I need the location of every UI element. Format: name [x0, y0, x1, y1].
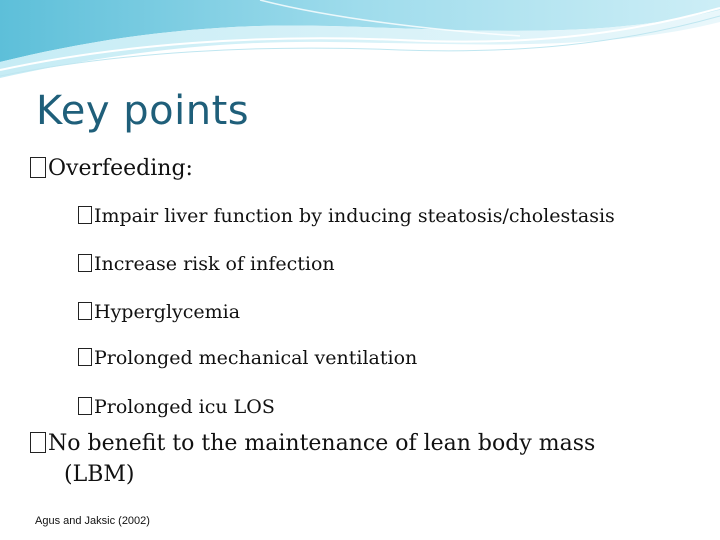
slide-title: Key points — [36, 88, 250, 134]
bullet-no-benefit-lbm — [30, 431, 595, 456]
bullet-text: Hyperglycemia — [94, 301, 241, 323]
subbullet-mechanical-ventilation — [78, 347, 417, 369]
bullet-text: Prolonged icu LOS — [94, 396, 275, 418]
bullet-glyph-icon — [30, 432, 46, 453]
citation-footnote: Agus and Jaksic (2002) — [35, 515, 150, 527]
bullet-text: Prolonged mechanical ventilation — [94, 347, 418, 369]
subbullet-liver-function — [78, 205, 615, 227]
bullet-text: Increase risk of infection — [94, 253, 335, 275]
bullet-overfeeding — [30, 156, 193, 181]
bullet-text: No benefit to the maintenance of lean body mass — [48, 431, 596, 456]
bullet-continuation: (LBM) — [64, 462, 135, 487]
bullet-text: Impair liver function by inducing steatosis/cholestasis — [94, 205, 615, 227]
bullet-glyph-icon — [78, 348, 92, 366]
bullet-glyph-icon — [78, 254, 92, 272]
bullet-glyph-icon — [78, 302, 92, 320]
bullet-glyph-icon — [30, 157, 46, 178]
bullet-glyph-icon — [78, 206, 92, 224]
bullet-text: Overfeeding: — [48, 156, 193, 181]
subbullet-icu-los — [78, 396, 275, 418]
decorative-wave-banner — [0, 0, 720, 90]
bullet-glyph-icon — [78, 397, 92, 415]
subbullet-hyperglycemia — [78, 301, 240, 323]
subbullet-infection-risk — [78, 253, 335, 275]
